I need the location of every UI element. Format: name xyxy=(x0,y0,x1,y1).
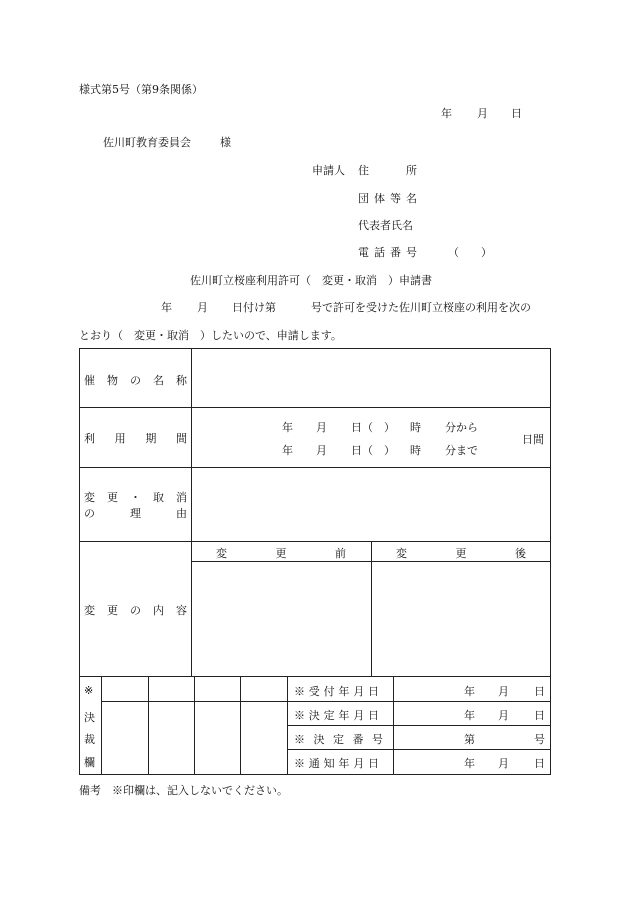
applicant-address-label: 住 所 xyxy=(358,164,417,177)
after-change-header: 変 更 後 xyxy=(396,547,526,560)
decision-label-sai: 裁 xyxy=(84,733,95,746)
decision-mark: ※ xyxy=(84,684,94,697)
before-change-header: 変 更 前 xyxy=(216,547,346,560)
date-year: 年 xyxy=(441,107,452,120)
usage-period-label: 利 用 期 間 xyxy=(84,432,187,445)
event-name-label: 催 物 の 名 称 xyxy=(84,374,187,387)
change-content-label: 変 更 の 内 容 xyxy=(84,604,187,617)
body-day-ref: 日付け第 xyxy=(232,301,276,314)
body-year: 年 xyxy=(161,301,172,314)
applicant-label: 申請人 xyxy=(312,164,345,177)
notice-date-label: ※通知年月日 xyxy=(294,757,383,770)
received-date-label: ※受付年月日 xyxy=(294,685,383,698)
decision-date-label: ※決定年月日 xyxy=(294,709,383,722)
body-month: 月 xyxy=(197,301,208,314)
reason-label-line2: の 理 由 xyxy=(84,507,187,520)
period-days: 日間 xyxy=(522,433,544,446)
applicant-org-label: 団 体 等 名 xyxy=(358,192,417,205)
applicant-rep-label: 代表者氏名 xyxy=(358,219,413,232)
decision-label-ran: 欄 xyxy=(84,756,95,769)
body-line2: とおり（ 変更・取消 ）したいので、申請します。 xyxy=(79,329,342,342)
applicant-phone-label: 電 話 番 号 xyxy=(358,246,417,259)
footnote: 備考 ※印欄は、記入しないでください。 xyxy=(79,784,288,797)
decision-number-label: ※決定番号 xyxy=(294,733,392,746)
date-day: 日 xyxy=(511,107,522,120)
body-line1: 号で許可を受けた佐川町立桜座の利用を次の xyxy=(311,301,531,314)
form-number: 様式第5号（第9条関係） xyxy=(79,83,203,96)
reason-label-line1: 変 更 ・ 取 消 xyxy=(84,491,187,504)
phone-parentheses: （ ） xyxy=(448,246,492,259)
date-month: 月 xyxy=(477,107,488,120)
document-title: 佐川町立桜座利用許可（ 変更・取消 ）申請書 xyxy=(190,274,432,287)
addressee: 佐川町教育委員会 xyxy=(103,136,191,149)
honorific: 様 xyxy=(220,136,231,149)
decision-label-ketsu: 決 xyxy=(84,711,95,724)
